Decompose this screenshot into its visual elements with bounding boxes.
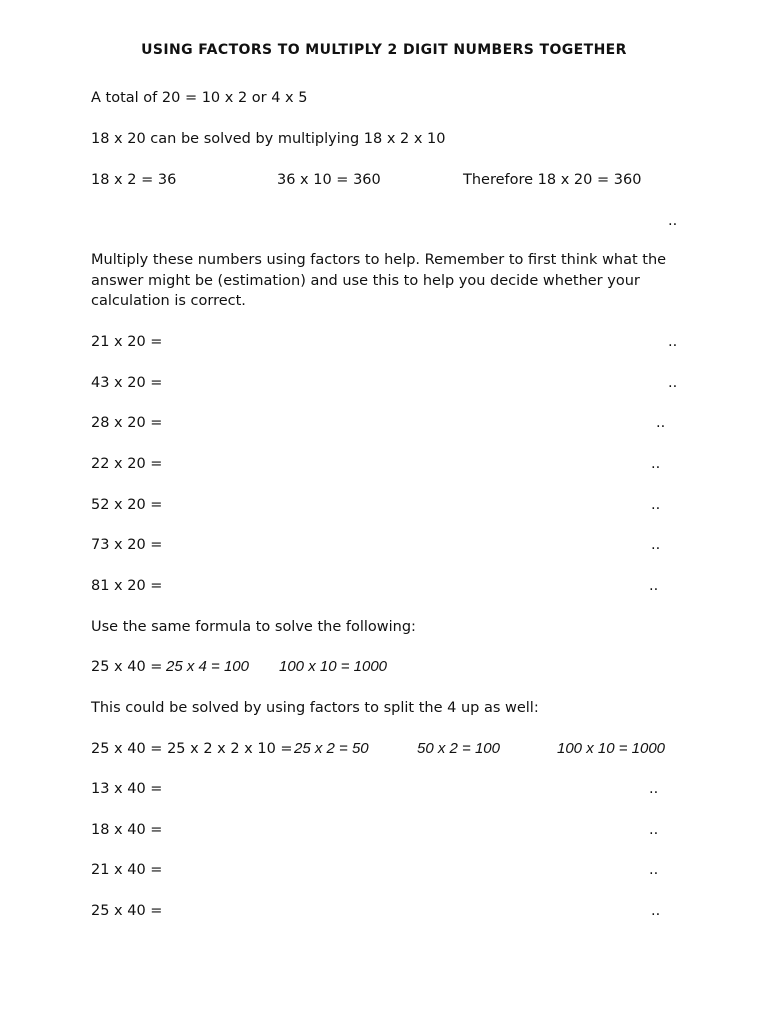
instructions-paragraph: Multiply these numbers using factors to help. Remember to first think what the answer might be (estimation) and use this to help you decide whether your calculation is correct. [91,252,667,309]
answer-line-a-3: .. [656,415,666,431]
question-b-1: 13 x 40 = [91,781,163,797]
question-b-2: 18 x 40 = [91,822,163,838]
answer-line-a-1: .. [668,334,678,350]
intro-step-3: Therefore 18 x 20 = 360 [463,172,642,188]
answer-line-b-4: .. [651,903,661,919]
example-1-part-2: 100 x 10 = 1000 [279,658,388,675]
question-a-5: 52 x 20 = [91,497,163,513]
intro-line-2: 18 x 20 can be solved by multiplying 18 x 2 x 10 [91,131,446,147]
question-a-3: 28 x 20 = [91,415,163,431]
answer-line-b-3: .. [649,862,659,878]
answer-line-a-7: .. [649,578,659,594]
example-1-part-1: 25 x 4 = 100 [166,658,249,675]
intro-step-1: 18 x 2 = 36 [91,172,177,188]
example-2-part-1: 25 x 2 = 50 [294,740,369,757]
page-title: USING FACTORS TO MULTIPLY 2 DIGIT NUMBERS TOGETHER [141,42,627,58]
answer-line-a-5: .. [651,497,661,513]
answer-line-a-6: .. [651,537,661,553]
question-a-4: 22 x 20 = [91,456,163,472]
question-a-2: 43 x 20 = [91,375,163,391]
question-a-6: 73 x 20 = [91,537,163,553]
answer-line-b-2: .. [649,822,659,838]
split-intro: This could be solved by using factors to split the 4 up as well: [91,700,539,716]
answer-line-b-1: .. [649,781,659,797]
answer-line-a-4: .. [651,456,661,472]
question-a-1: 21 x 20 = [91,334,163,350]
answer-line-a-2: .. [668,375,678,391]
formula-intro: Use the same formula to solve the following: [91,619,416,635]
example-2-part-3: 100 x 10 = 1000 [557,740,666,757]
example-1-prefix: 25 x 40 = [91,659,163,675]
question-b-4: 25 x 40 = [91,903,163,919]
question-b-3: 21 x 40 = [91,862,163,878]
intro-step-2: 36 x 10 = 360 [277,172,381,188]
example-2-part-2: 50 x 2 = 100 [417,740,500,757]
example-2-prefix: 25 x 40 = 25 x 2 x 2 x 10 = [91,741,293,757]
intro-line-1: A total of 20 = 10 x 2 or 4 x 5 [91,90,308,106]
question-a-7: 81 x 20 = [91,578,163,594]
intro-dots: .. [668,213,678,229]
